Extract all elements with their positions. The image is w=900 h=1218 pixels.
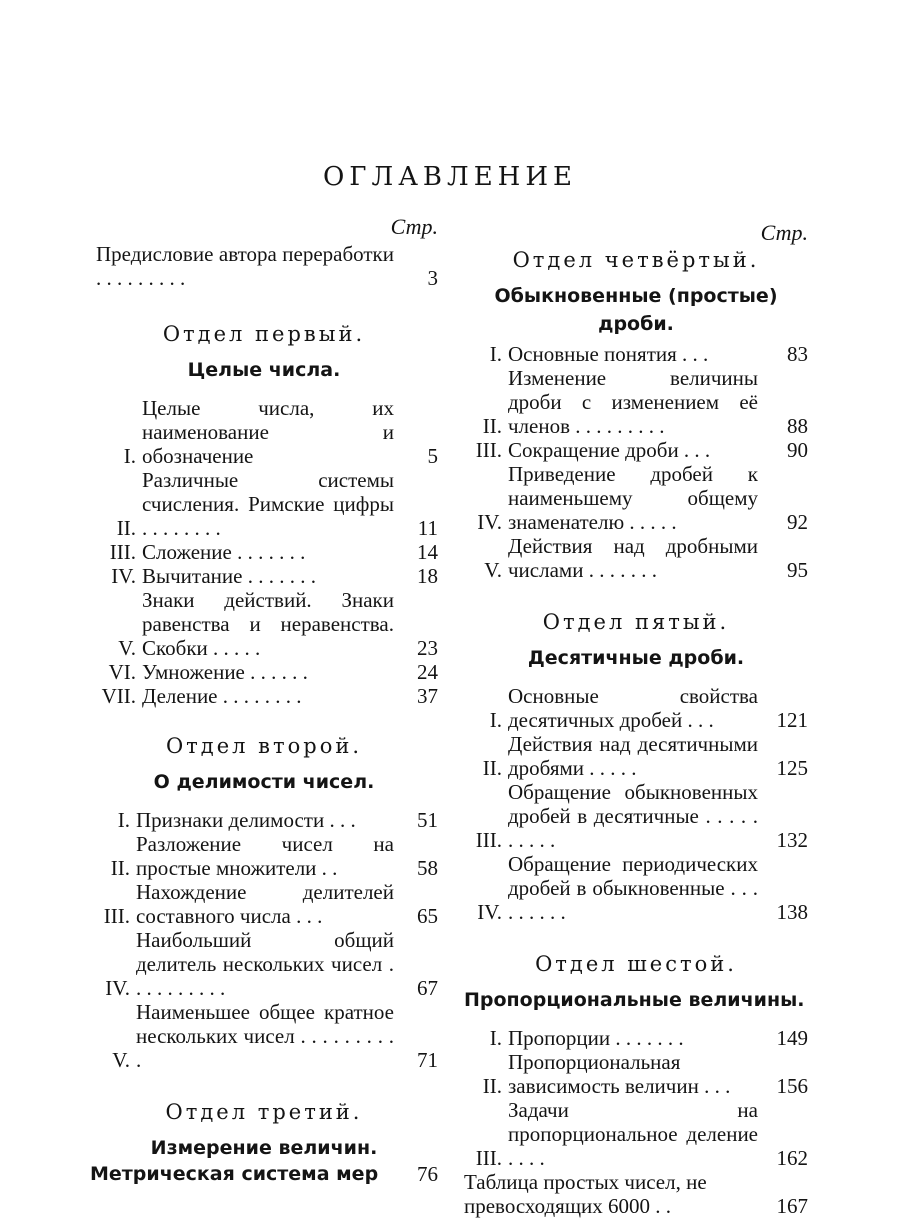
section-entries <box>90 808 438 1072</box>
section-entries <box>90 396 438 708</box>
entry-number: I. <box>489 1026 502 1050</box>
toc-entry[interactable] <box>90 564 438 588</box>
entry-number: VI. <box>108 660 136 684</box>
section-topic: Измерение величин. <box>150 1137 378 1159</box>
entry-number: III. <box>475 828 502 852</box>
entry-number: II. <box>110 856 130 880</box>
entry-page: 125 <box>776 756 808 780</box>
entry-number: IV. <box>105 976 130 1000</box>
toc-entry[interactable] <box>90 396 438 468</box>
entry-page: 24 <box>417 660 438 684</box>
page-column-label: Стр. <box>390 214 438 239</box>
entry-page: 138 <box>776 900 808 924</box>
entry-page: 5 <box>427 444 438 468</box>
entry-page: 121 <box>776 708 808 732</box>
entry-title: Разложение чисел на простые множители . . <box>136 832 394 880</box>
toc-preface <box>90 242 438 290</box>
entry-title: Сокращение дроби . . . <box>508 438 711 462</box>
page-title: ОГЛАВЛЕНИЕ <box>322 162 578 192</box>
entry-number: I. <box>489 342 502 366</box>
toc-entry[interactable] <box>464 780 808 852</box>
entry-page: 149 <box>776 1026 808 1050</box>
entry-title: Задачи на пропорциональное деление . . . . <box>508 1098 758 1170</box>
toc-entry[interactable] <box>464 366 808 438</box>
entry-page: 37 <box>417 684 438 708</box>
entry-page: 167 <box>776 1194 808 1218</box>
toc-entry[interactable] <box>464 852 808 924</box>
toc-entry[interactable] <box>90 808 438 832</box>
entry-number: II. <box>116 516 136 540</box>
entry-number: I. <box>123 444 136 468</box>
entry-page: 132 <box>776 828 808 852</box>
section-entries <box>464 1026 808 1218</box>
toc-entry[interactable] <box>90 684 438 708</box>
entry-title: Метрическая система мер <box>90 1163 379 1185</box>
section-topic: Пропорциональные величины. <box>464 989 805 1011</box>
entry-page: 76 <box>417 1162 438 1186</box>
entry-page: 95 <box>787 558 808 582</box>
entry-title: Умножение . . . . . . <box>142 660 308 684</box>
toc-entry[interactable] <box>90 242 438 290</box>
toc-entry[interactable] <box>464 1050 808 1098</box>
entry-number: V. <box>112 1048 130 1072</box>
toc-entry[interactable] <box>90 540 438 564</box>
entry-page: 3 <box>427 266 438 290</box>
entry-page: 58 <box>417 856 438 880</box>
toc-entry[interactable] <box>464 684 808 732</box>
entry-page: 92 <box>787 510 808 534</box>
entry-title: Таблица простых чисел, не превосходящих 6000 . . <box>464 1170 707 1218</box>
toc-entry[interactable] <box>464 1026 808 1050</box>
section-entries <box>464 684 808 924</box>
entry-number: II. <box>482 756 502 780</box>
section-entries <box>464 342 808 582</box>
page-column-label: Стр. <box>760 220 808 245</box>
entry-page: 14 <box>417 540 438 564</box>
toc-entry[interactable] <box>90 468 438 540</box>
section-topic: Обыкновенные (простые) дроби. <box>494 285 778 335</box>
section-topic: Десятичные дроби. <box>527 647 745 669</box>
entry-page: 11 <box>417 516 438 540</box>
toc-left-column <box>90 212 438 1186</box>
entry-page: 156 <box>776 1074 808 1098</box>
toc-entry[interactable] <box>90 1162 438 1186</box>
entry-number: V. <box>118 636 136 660</box>
entry-title: Изменение величины дроби с изменением её членов . . . . . . . . . <box>508 366 758 438</box>
toc-entry[interactable] <box>90 832 438 880</box>
toc-entry[interactable] <box>90 928 438 1000</box>
section-topic: Целые числа. <box>187 359 341 381</box>
entry-title: Целые числа, их наименование и обозначение <box>142 396 394 468</box>
toc-entry[interactable] <box>90 1000 438 1072</box>
entry-title: Действия над дробными числами . . . . . . . <box>508 534 758 582</box>
entry-page: 51 <box>417 808 438 832</box>
entry-title: Различные системы счисления. Римские цифры . . . . . . . . <box>142 468 394 540</box>
entry-title: Основные свойства десятичных дробей . . . <box>508 684 758 732</box>
entry-number: II. <box>482 1074 502 1098</box>
entry-title: Деление . . . . . . . . <box>142 684 302 708</box>
entry-title: Основные понятия . . . <box>508 342 709 366</box>
entry-title: Пропорциональная зависимость величин . . . <box>508 1050 731 1098</box>
entry-title: Приведение дробей к наименьшему общему знаменателю . . . . . <box>508 462 758 534</box>
entry-number: IV. <box>111 564 136 588</box>
entry-page: 23 <box>417 636 438 660</box>
entry-number: III. <box>109 540 136 564</box>
toc-entry[interactable] <box>464 342 808 366</box>
entry-page: 18 <box>417 564 438 588</box>
section-heading: Отдел пятый. <box>542 610 730 634</box>
section-heading: Отдел шестой. <box>535 952 737 976</box>
entry-title: Действия над десятичными дробями . . . . . <box>508 732 758 780</box>
entry-number: II. <box>482 414 502 438</box>
toc-entry[interactable] <box>90 880 438 928</box>
toc-right-column <box>464 212 808 1218</box>
entry-page: 65 <box>417 904 438 928</box>
section-entries <box>90 1162 438 1186</box>
toc-entry[interactable] <box>464 438 808 462</box>
entry-number: VII. <box>101 684 136 708</box>
entry-title: Обращение периодических дробей в обыкновенные . . . . . . . . . <box>508 852 758 924</box>
toc-entry[interactable] <box>90 660 438 684</box>
entry-title: Наименьшее общее кратное нескольких чисел . . . . . . . . . . <box>136 1000 394 1072</box>
section-heading: Отдел второй. <box>165 734 363 758</box>
entry-page: 90 <box>787 438 808 462</box>
entry-number: I. <box>489 708 502 732</box>
entry-number: III. <box>475 438 502 462</box>
entry-title: Признаки делимости . . . <box>136 808 356 832</box>
section-heading: Отдел первый. <box>162 322 366 346</box>
entry-title: Пропорции . . . . . . . <box>508 1026 684 1050</box>
toc-entry[interactable] <box>464 534 808 582</box>
entry-number: IV. <box>477 900 502 924</box>
entry-number: III. <box>475 1146 502 1170</box>
entry-number: V. <box>484 558 502 582</box>
entry-number: III. <box>103 904 130 928</box>
entry-page: 162 <box>776 1146 808 1170</box>
entry-title: Знаки действий. Знаки равенства и неравенства. Скобки . . . . . <box>142 588 394 660</box>
entry-title: Нахождение делителей составного числа . . . <box>136 880 394 928</box>
entry-title: Предисловие автора переработки . . . . . . . . . <box>96 242 394 290</box>
toc-entry[interactable] <box>464 1098 808 1170</box>
toc-entry[interactable] <box>90 588 438 660</box>
toc-entry[interactable] <box>464 462 808 534</box>
section-topic: О делимости чисел. <box>153 771 375 793</box>
entry-title: Обращение обыкновенных дробей в десятичные . . . . . . . . . . <box>508 780 758 852</box>
entry-title: Наибольший общий делитель нескольких чисел . . . . . . . . . . <box>136 928 394 1000</box>
toc-entry[interactable] <box>464 732 808 780</box>
entry-page: 67 <box>417 976 438 1000</box>
section-heading: Отдел третий. <box>165 1100 363 1124</box>
entry-number: I. <box>117 808 130 832</box>
entry-page: 88 <box>787 414 808 438</box>
entry-page: 71 <box>417 1048 438 1072</box>
entry-title: Вычитание . . . . . . . <box>142 564 316 588</box>
entry-number: IV. <box>477 510 502 534</box>
entry-page: 83 <box>787 342 808 366</box>
section-heading: Отдел четвёртый. <box>512 248 760 272</box>
entry-title: Сложение . . . . . . . <box>142 540 306 564</box>
toc-entry[interactable] <box>464 1170 808 1218</box>
